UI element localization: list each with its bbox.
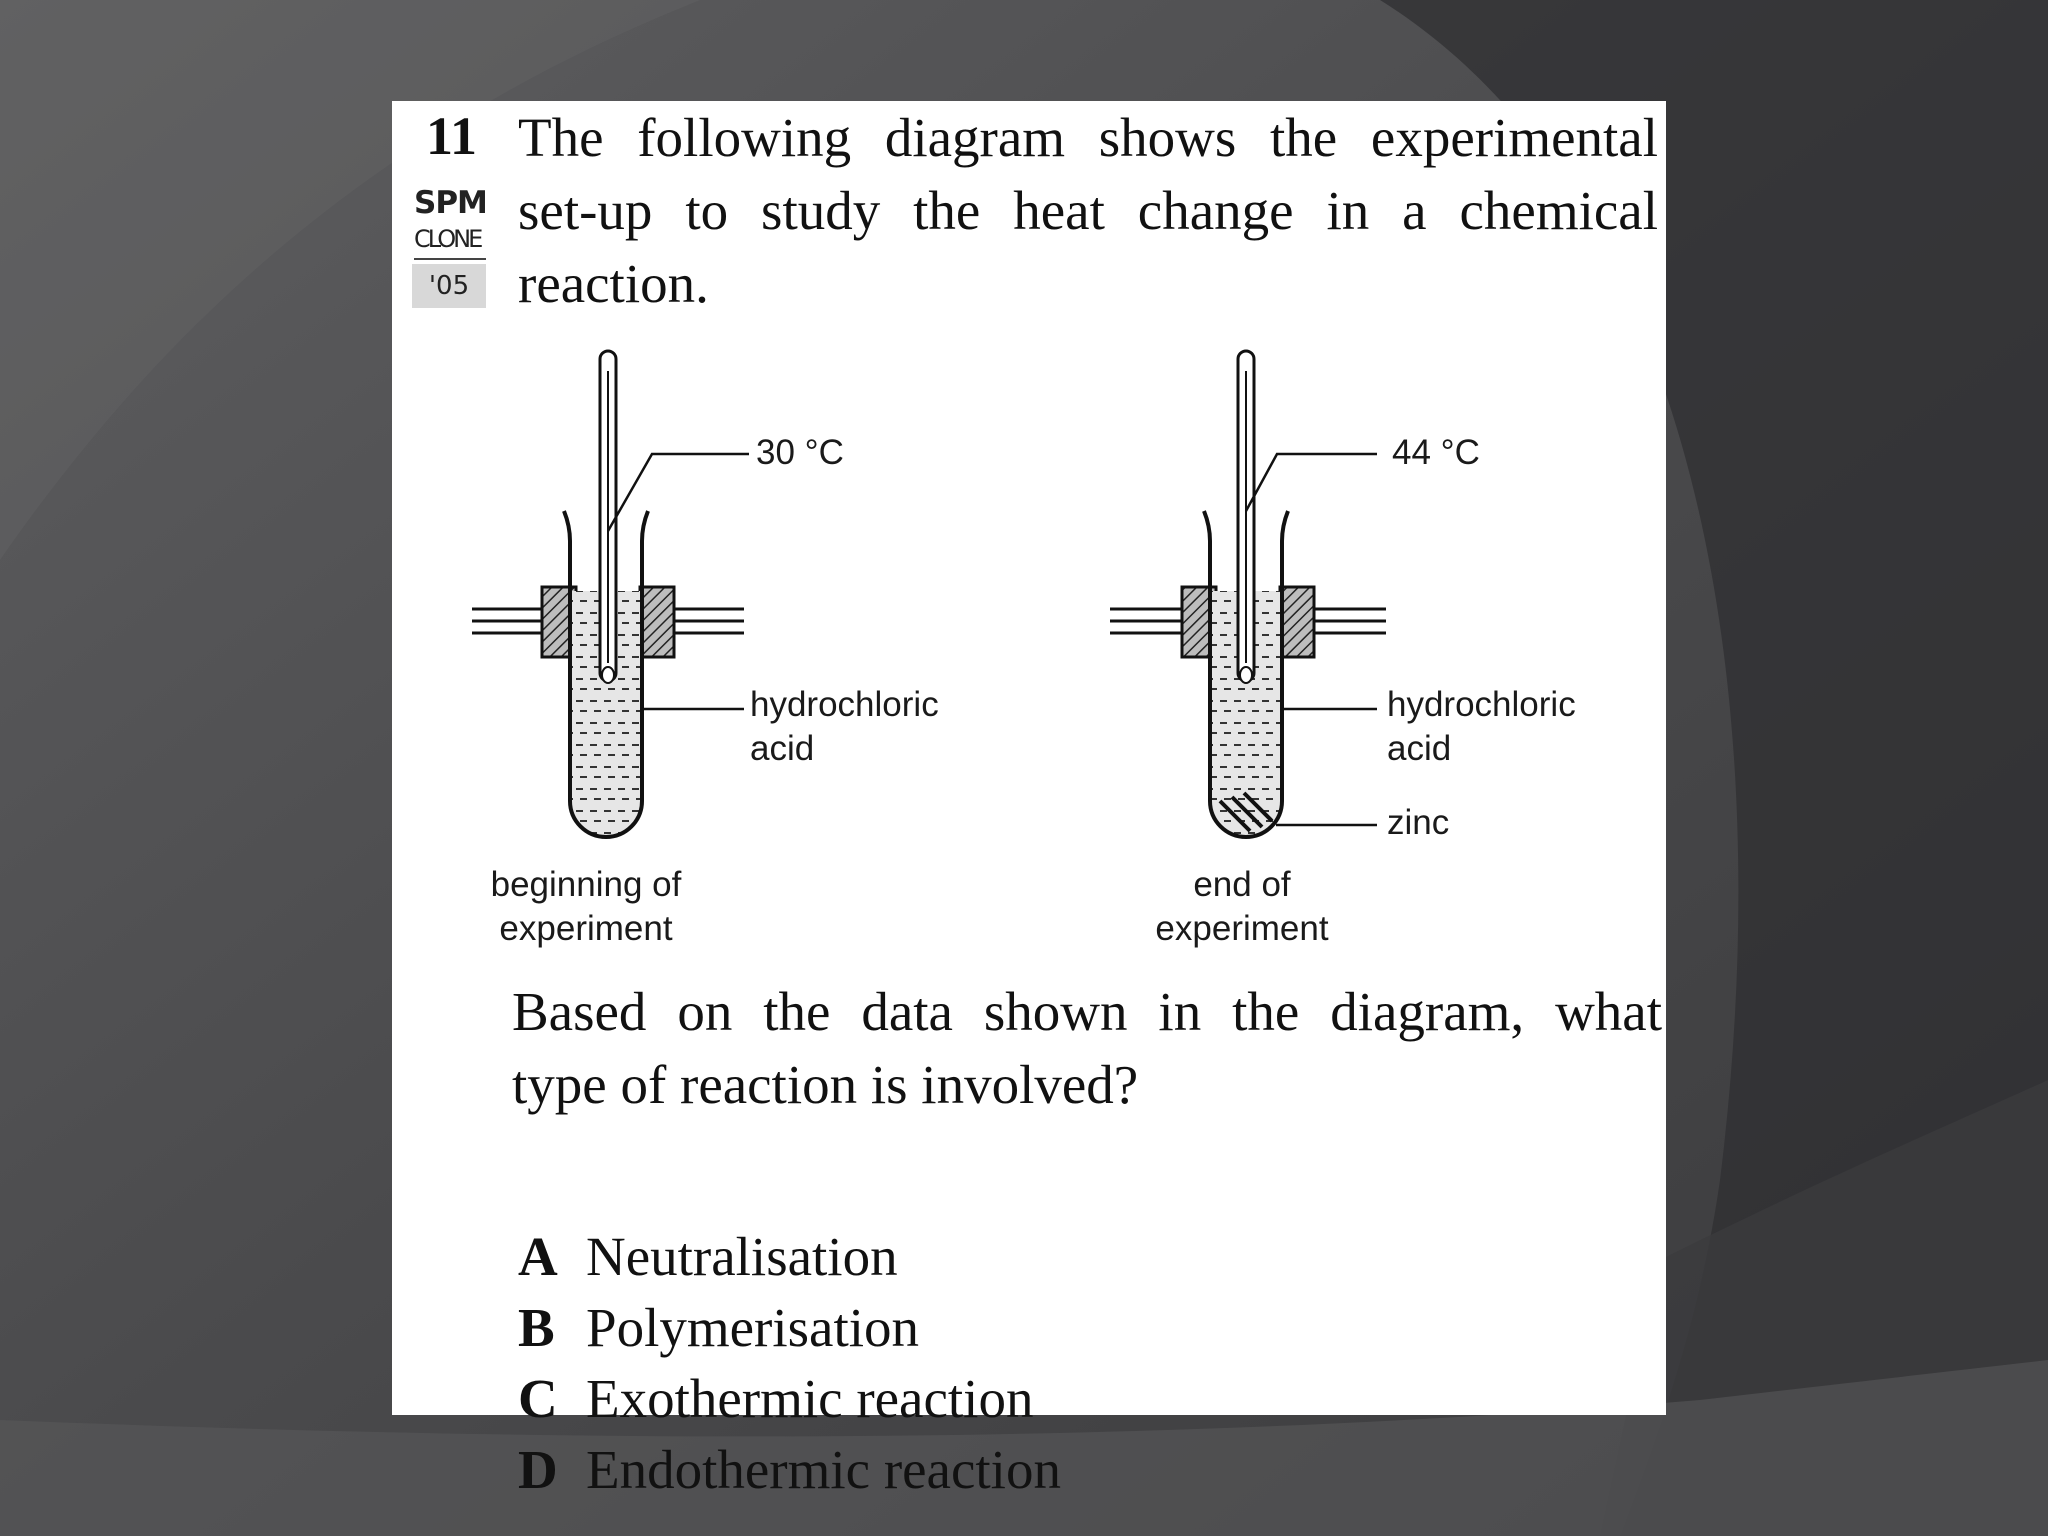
right-thermometer	[1238, 351, 1254, 683]
option-a[interactable]	[518, 1221, 1061, 1292]
option-b-text: Polymerisation	[586, 1297, 920, 1358]
right-acid-label-line-1: hydrochloric	[1387, 685, 1576, 724]
left-caption-line-1: beginning of	[490, 865, 682, 904]
left-acid-label-line-1: hydrochloric	[750, 685, 939, 724]
option-c-letter: C	[518, 1368, 558, 1429]
option-d-text: Endothermic reaction	[586, 1439, 1061, 1500]
stem-line-1: The following diagram shows the experimental	[518, 107, 1658, 168]
left-caption	[476, 863, 696, 951]
question-prompt	[512, 975, 1662, 1121]
option-d[interactable]	[518, 1434, 1061, 1505]
question-number: 11	[426, 106, 478, 166]
left-thermometer	[600, 351, 616, 683]
left-acid-label-line-2: acid	[750, 729, 815, 768]
right-temperature-label: 44 °C	[1392, 433, 1480, 472]
left-acid-label	[750, 683, 939, 771]
left-temperature-label: 30 °C	[756, 433, 844, 472]
experiment-diagram	[392, 101, 1666, 981]
left-apparatus	[472, 351, 749, 837]
badge-clone: CLONE	[414, 225, 481, 253]
prompt-line-1: Based on the data shown in the diagram, what	[512, 981, 1662, 1042]
badge-year: '05	[412, 264, 486, 308]
stem-line-2: set-up to study the heat change in a chemical	[518, 180, 1658, 241]
option-a-text: Neutralisation	[586, 1226, 898, 1287]
right-caption	[1132, 863, 1352, 951]
right-caption-line-2: experiment	[1155, 909, 1329, 948]
right-acid-label-line-2: acid	[1387, 729, 1452, 768]
badge-spm: SPM	[414, 185, 487, 221]
left-caption-line-2: experiment	[499, 909, 673, 948]
right-acid-label	[1387, 683, 1576, 771]
left-temp-leader	[608, 454, 749, 531]
right-zinc-label: zinc	[1387, 803, 1450, 842]
right-temp-leader	[1246, 454, 1377, 511]
option-b[interactable]	[518, 1292, 1061, 1363]
right-caption-line-1: end of	[1193, 865, 1291, 904]
option-b-letter: B	[518, 1297, 555, 1358]
answer-options	[518, 1221, 1061, 1505]
option-c-text: Exothermic reaction	[586, 1368, 1034, 1429]
right-apparatus	[1110, 351, 1386, 837]
prompt-line-2: type of reaction is involved?	[512, 1054, 1139, 1115]
option-c[interactable]	[518, 1363, 1061, 1434]
question-card	[392, 101, 1666, 1500]
stem-line-3: reaction.	[518, 253, 709, 314]
option-d-letter: D	[518, 1439, 558, 1500]
option-a-letter: A	[518, 1226, 558, 1287]
